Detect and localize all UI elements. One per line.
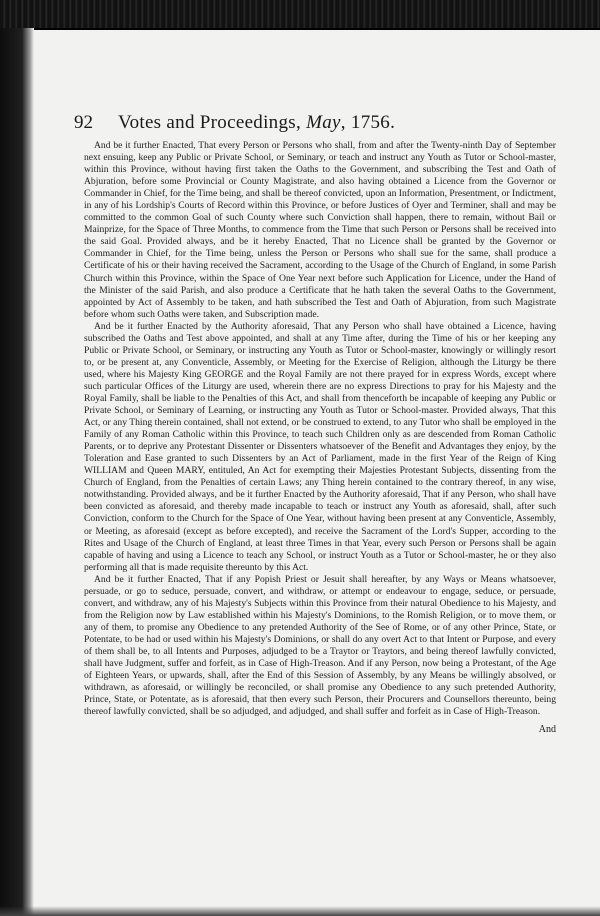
body-text bbox=[84, 140, 556, 718]
running-title-year: 1756. bbox=[350, 112, 396, 133]
scan-edge-top bbox=[0, 0, 600, 30]
page-header bbox=[74, 112, 556, 134]
running-title-text: Votes and Proceedings, bbox=[118, 112, 302, 133]
scan-edge-bottom bbox=[0, 906, 600, 916]
page-number: 92 bbox=[74, 112, 93, 133]
catchword: And bbox=[538, 724, 556, 736]
document-page bbox=[74, 112, 556, 736]
paragraph-2: And be it further Enacted by the Authority aforesaid, That any Person who shall have obtained a Licence, having subscribed the Oaths and Test above appointed, and shall at any Time after, during the Time of his or her keeping any Public or Private School, or Seminary, or instructing any Youth as Tutor or School-master, knowingly or willingly resort to, or be present at, any Conventicle, Assembly, or Meeting for the Exercise of Religion, although the Liturgy be there used, where his Majesty King GEORGE and the Royal Family are not there prayed for in express Words, except where such particular Offices of the Liturgy are used, wherein there are no express Directions to pray for his Majesty and the Royal Family, shall be liable to the Penalties of this Act, and shall from thenceforth be incapable of keeping any Public or Private School, or Seminary of Learning, or instructing any Youth as Tutor or School-master. Provided always, That this Act, or any Thing therein contained, shall not extend, or be construed to extend, to any Tutor who shall be employed in the Family of any Roman Catholic within this Province, to teach such Children only as are descended from Roman Catholic Parents, or to deprive any Protestant Dissenter or Dissenters whatsoever of the Benefit and Advantages they enjoy, by the Toleration and Ease granted to such Dissenters by an Act of Parliament, made in the first Year of the Reign of King WILLIAM and Queen MARY, entituled, An Act for exempting their Majesties Protestant Subjects, dissenting from the Church of England, from the Penalties of certain Laws; any Thing herein contained to the contrary thereof, in any wise, notwithstanding. Provided always, and be it further Enacted by the Authority aforesaid, That if any Person, who shall have been convicted as aforesaid, and thereby made incapable to teach or instruct any Youth as aforesaid, shall, after such Conviction, conform to the Church for the Space of One Year, without having been present at any Conventicle, Assembly, or Meeting, as aforesaid (except as before excepted), and receive the Sacrament of the Lord's Supper, according to the Rites and Usage of the Church of England, at least three Times in that Year, every such Person or Persons shall be again capable of having and using a Licence to teach any School, or instruct Youth as a Tutor or School-master, he or they also performing all that is made requisite thereunto by this Act. bbox=[84, 320, 556, 573]
paragraph-1: And be it further Enacted, That every Person or Persons who shall, from and after the Twenty-ninth Day of September next ensuing, keep any Public or Private School, or Seminary, or teach and instruct any Youth as Tutor or School-master, within this Province, without having first taken the Oaths to the Government, and subscribing the Test and Oath of Abjuration, before some Provincial or County Magistrate, and also having obtained a Licence from the Governor or Commander in Chief, for the Time being, and shall be thereof convicted, upon an Information, Presentment, or Indictment, in any of his Lordship's Courts of Record within this Province, or before Justices of Oyer and Terminer, shall and may be committed to the common Goal of such County where such Conviction shall happen, there to remain, without Bail or Mainprize, for the Space of Three Months, to commence from the Time that such Person or Persons shall be received into the said Goal. Provided always, and be it hereby Enacted, That no Licence shall be granted by the Governor or Commander in Chief, for the Time being, unless the Person or Persons who shall sue for the same, shall produce a Certificate of his or their having received the Sacrament, according to the Usage of the Church of England, in some Parish Church within this Province, within the Space of One Year next before such Application for Licence, under the Hand of the Minister of the said Parish, and also produce a Certificate that he hath taken the several Oaths to the Government, appointed by Act of Assembly to be taken, and hath subscribed the Test and Oath of Abjuration, from such Magistrate before whom such Oaths were taken, and Subscription made. bbox=[84, 140, 556, 320]
scan-edge-left bbox=[0, 28, 34, 916]
running-title bbox=[118, 112, 395, 134]
running-title-month: May bbox=[306, 112, 341, 133]
paragraph-3: And be it further Enacted, That if any Popish Priest or Jesuit shall hereafter, by any Ways or Means whatsoever, persuade, or go to seduce, persuade, convert, and withdraw, or attempt or endeavour to engage, seduce, or persuade, convert, and withdraw, any of his Majesty's Subjects within this Province from their natural Obedience to his Majesty, and from the Religion now by Law established within his Majesty's Dominions, to the Romish Religion, or to move them, or any of them, to promise any Obedience to any pretended Authority of the See of Rome, or of any other Prince, State, or Potentate, to be had or used within his Majesty's Dominions, or shall do any overt Act to that Intent or Purpose, and every of them shall be, to all Intents and Purposes, adjudged to be a Traytor or Traytors, and being thereof lawfully convicted, shall have Judgment, suffer and forfeit, as in Case of High-Treason. And if any Person, now being a Protestant, of the Age of Eighteen Years, or upwards, shall, after the End of this Session of Assembly, by any Means be willingly absolved, or withdrawn, as aforesaid, or willingly be reconciled, or shall promise any Obedience to any such pretended Authority, Prince, State, or Potentate, as is aforesaid, that then every such Person, their Procurers and Counsellors thereunto, being thereof lawfully convicted, shall be so adjudged, and adjudged, and shall suffer and forfeit as in Case of High-Treason. bbox=[84, 573, 556, 718]
running-title-comma: , bbox=[340, 112, 346, 133]
